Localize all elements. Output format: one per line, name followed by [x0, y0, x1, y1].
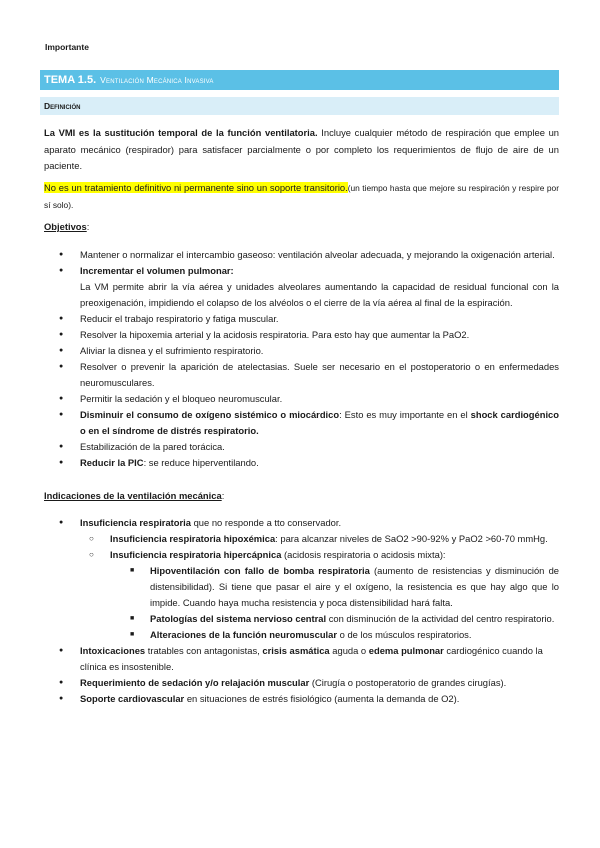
sub-sub-list-item [44, 611, 559, 627]
page-header-label: Importante [45, 42, 89, 52]
list-item [44, 359, 559, 391]
definition-heading: Definición [40, 97, 559, 115]
objetivos-list [44, 247, 559, 471]
list-item-text: Mantener o normalizar el intercambio gaseoso: ventilación alveolar adecuada, y mejorando la oxigenación arterial. [80, 249, 555, 260]
list-item [44, 643, 559, 675]
list-item-text: Reducir el trabajo respiratorio y fatiga muscular. [80, 313, 279, 324]
list-item-bold: edema pulmonar [368, 645, 444, 656]
transitory-note-paragraph [44, 180, 559, 213]
sub-list-item [44, 531, 559, 547]
list-item-text: : para alcanzar niveles de SaO2 >90-92% y PaO2 >60-70 mmHg. [275, 533, 548, 544]
indicaciones-title-suffix: : [221, 490, 225, 501]
list-item-bold: Reducir la PIC [80, 457, 144, 468]
list-item [44, 279, 559, 311]
list-item-text: con disminución de la actividad del centro respiratorio. [326, 613, 555, 624]
list-item-bold: Soporte cardiovascular [80, 693, 185, 704]
list-item [44, 263, 559, 279]
list-item-bold: Hipoventilación con fallo de bomba respiratoria [150, 565, 370, 576]
list-item-text: que no responde a tto conservador. [190, 517, 342, 528]
list-item-bold: Requerimiento de sedación y/o relajación muscular [80, 677, 310, 688]
sub-sub-list-item [44, 563, 559, 611]
list-item-text: Permitir la sedación y el bloqueo neuromuscular. [80, 393, 283, 404]
list-item-text: : se reduce hiperventilando. [143, 457, 259, 468]
list-item [44, 327, 559, 343]
list-item-bold: crisis asmática [262, 645, 330, 656]
list-item-text: o de los músculos respiratorios. [337, 629, 472, 640]
list-item-text: (Cirugía o postoperatorio de grandes cirugías). [309, 677, 507, 688]
list-item [44, 439, 559, 455]
indicaciones-list [44, 515, 559, 707]
sub-sub-list-item [44, 627, 559, 643]
list-item-bold: Patologías del sistema nervioso central [150, 613, 327, 624]
list-item-bold: Insuficiencia respiratoria hipercápnica [110, 549, 282, 560]
objetivos-title: Objetivos [44, 221, 87, 232]
list-item-text: La VM permite abrir la vía aérea y unidades alveolares aumentando la capacidad de residual funcional con la preoxigenación, impidiendo el colapso de los alvéolos o el cierre de la vía aérea al final de la espiración. [80, 281, 559, 308]
list-item-bold: Insuficiencia respiratoria hipoxémica [110, 533, 276, 544]
list-item-text: cardiogénico cuando la clínica es insostenible. [80, 645, 543, 672]
list-item-bold: Incrementar el volumen pulmonar: [80, 265, 234, 276]
definition-bold-text: La VMI es la sustitución temporal de la función ventilatoria. [44, 127, 318, 138]
highlighted-text: No es un tratamiento definitivo ni permanente sino un soporte transitorio. [44, 182, 348, 193]
list-item [44, 675, 559, 691]
list-item-bold: shock cardiogénico o en el síndrome de distrés respiratorio. [80, 409, 559, 436]
section-heading-bar [40, 70, 559, 90]
list-item-text: Resolver la hipoxemia arterial y la acidosis respiratoria. Para esto hay que aumentar la PaO2. [80, 329, 470, 340]
list-item-text: (aumento de resistencias y disminución de distensibilidad). Si tiene que pasar el aire y el oxígeno, la resistencia es que hay algo que lo impide. Cuando haya mucha resistencia y poca distensibilidad hará falta. [150, 565, 559, 608]
list-item-text: en situaciones de estrés fisiológico (aumenta la demanda de O2). [184, 693, 460, 704]
sub-list-item [44, 547, 559, 563]
list-item-text: (acidosis respiratoria o acidosis mixta): [281, 549, 446, 560]
list-item [44, 343, 559, 359]
definition-paragraph [44, 125, 559, 175]
definition-body-text: Incluye cualquier método de respiración que emplee un aparato mecánico (respirador) para satisfacer parcialmente o por completo los requerimientos de flujo de aire de un paciente. [44, 127, 559, 171]
section-number: TEMA 1.5. [44, 74, 97, 86]
list-item-text: : Esto es muy importante en el [339, 409, 471, 420]
list-item [44, 455, 559, 471]
list-item [44, 691, 559, 707]
list-item-bold: Intoxicaciones [80, 645, 146, 656]
list-item-text: tratables con antagonistas, [145, 645, 263, 656]
section-title: Ventilación Mecánica Invasiva [100, 75, 214, 85]
list-item-text: aguda o [329, 645, 369, 656]
objetivos-title-suffix: : [86, 221, 90, 232]
list-item-text: Estabilización de la pared torácica. [80, 441, 225, 452]
list-item-text: Resolver o prevenir la aparición de atelectasias. Suele ser necesario en el postoperatorio o en enfermedades neuromusculares. [80, 361, 559, 388]
list-item-bold: Alteraciones de la función neuromuscular [150, 629, 338, 640]
list-item-text: Aliviar la disnea y el sufrimiento respiratorio. [80, 345, 264, 356]
list-item-bold: Disminuir el consumo de oxígeno sistémico o miocárdico [80, 409, 340, 420]
list-item [44, 391, 559, 407]
indicaciones-heading [44, 490, 224, 501]
list-item [44, 515, 559, 531]
objetivos-heading [44, 221, 89, 232]
list-item [44, 407, 559, 439]
transitory-note-text: (un tiempo hasta que mejore su respiración y respire por sí solo). [44, 183, 559, 210]
list-item [44, 247, 559, 263]
list-item [44, 311, 559, 327]
indicaciones-title: Indicaciones de la ventilación mecánica [44, 490, 222, 501]
list-item-bold: Insuficiencia respiratoria [80, 517, 191, 528]
